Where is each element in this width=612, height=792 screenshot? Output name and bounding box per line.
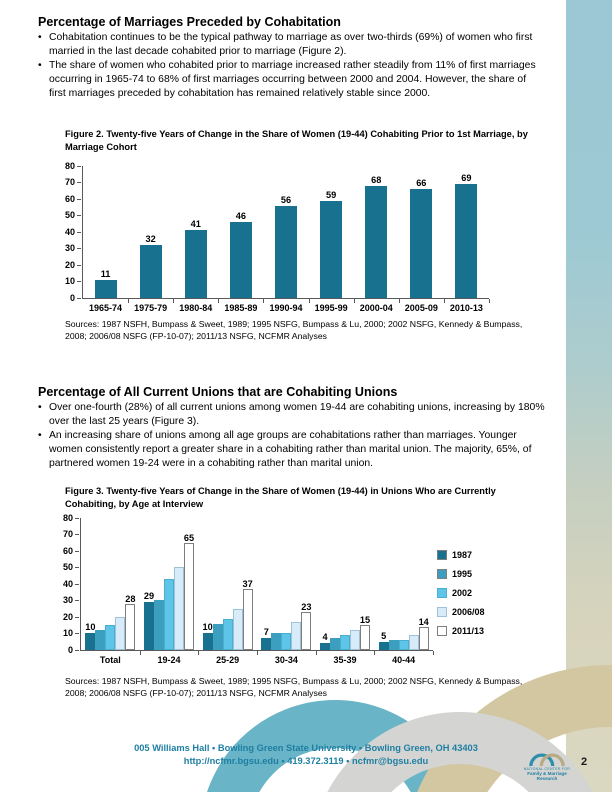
legend-swatch (437, 550, 447, 560)
x-axis-category-label: 1990-94 (269, 303, 303, 313)
section2-bullets (38, 401, 545, 471)
data-label: 11 (100, 269, 111, 279)
legend-label: 2002 (452, 587, 473, 598)
x-axis-category-label: 1980-84 (179, 303, 213, 313)
bar-2006/08 (291, 622, 301, 650)
y-axis-tick-label: 60 (62, 545, 73, 556)
legend-item (437, 621, 485, 640)
bullet-text: An increasing share of unions among all age groups are cohabitations rather than marriages. Younger women consistently report a greater share in a cohabiting rather than marital union. The majority, 65%, of partnered women 19-24 were in a cohabiting rather than marital union. (49, 429, 532, 469)
ncfmr-logo (519, 749, 575, 781)
bar-2011/13 (418, 617, 429, 650)
bar (230, 211, 252, 298)
footer-web-line: http://ncfmr.bgsu.edu • 419.372.3119 • ncfmr@bgsu.edu (183, 756, 429, 766)
category-group (257, 518, 316, 665)
data-label: 69 (461, 173, 472, 183)
category-group (173, 166, 218, 313)
y-axis-tick-label: 40 (62, 578, 73, 589)
bar (410, 178, 432, 298)
plot-area (80, 518, 433, 665)
category-group (316, 518, 375, 665)
bullet-marker: • (38, 429, 42, 441)
bar-1987 (143, 591, 155, 650)
y-axis-tick-label: 40 (64, 226, 75, 237)
y-axis-tick-label: 10 (64, 276, 75, 286)
y-axis-tick-label: 70 (62, 529, 73, 539)
plot-area (82, 166, 489, 313)
y-axis-tick-label: 30 (62, 595, 73, 605)
bullet-item (38, 31, 545, 59)
bullet-text: Over one-fourth (28%) of all current unions among women 19-44 are cohabiting unions, increasing by 180% over the last 25 years (Figure 3). (49, 402, 545, 427)
x-axis-category-label: 1965-74 (89, 303, 123, 313)
bar-1987 (261, 627, 271, 650)
x-axis-category-label: 1985-89 (224, 303, 258, 313)
bullet-item (38, 59, 545, 101)
data-label: 10 (202, 622, 213, 632)
figure2-chart (45, 160, 550, 335)
bullet-marker: • (38, 59, 42, 71)
bar-1995 (154, 600, 164, 650)
figure2-caption: Figure 2. Twenty-five Years of Change in the Share of Women (19-44) Cohabiting Prior to 1st Marriage, by Marriage Cohort (65, 129, 528, 152)
legend-item (437, 564, 485, 583)
page-number: 2 (581, 756, 588, 768)
bar-1987 (320, 632, 330, 650)
bar (320, 190, 342, 298)
section1-bullets (38, 31, 545, 101)
bar (185, 219, 207, 298)
bullet-marker: • (38, 32, 42, 43)
bar-1987 (85, 622, 96, 650)
bar (365, 175, 387, 298)
data-label: 37 (242, 579, 253, 589)
bar-2011/13 (359, 615, 371, 650)
legend-item (437, 583, 485, 602)
x-axis-category-label: Total (99, 655, 121, 665)
bullet-item (38, 429, 545, 471)
bar-2002 (105, 625, 115, 650)
bar-2006/08 (174, 567, 184, 650)
bar-2011/13 (301, 602, 312, 650)
legend-swatch (437, 588, 447, 598)
side-strip-decoration (566, 0, 612, 792)
bar-2006/08 (233, 609, 243, 650)
data-label: 56 (280, 195, 292, 205)
bullet-text: Cohabitation continues to be the typical pathway to marriage as over two-thirds (69%) of women who first married in the last decade cohabited prior to marriage (Figure 2). (49, 32, 533, 57)
arch-logo-icon (519, 749, 575, 767)
data-label: 29 (143, 591, 155, 601)
y-axis-tick-label: 70 (64, 177, 75, 187)
legend-swatch (437, 607, 447, 617)
category-group (218, 166, 263, 313)
bar (455, 173, 477, 298)
x-axis-category-label: 35-39 (333, 655, 357, 665)
chart-legend (437, 545, 485, 640)
bar-2006/08 (409, 635, 419, 650)
legend-label: 2011/13 (452, 625, 485, 636)
bar (140, 234, 162, 298)
x-axis-category-label: 2005-09 (404, 303, 438, 313)
x-axis-category-label: 19-24 (157, 655, 181, 665)
bar-2011/13 (125, 594, 136, 650)
legend-swatch (437, 626, 447, 636)
x-axis-category-label: 2000-04 (359, 303, 393, 313)
legend-label: 1995 (452, 568, 473, 579)
bar-2002 (340, 635, 350, 650)
legend-swatch (437, 569, 447, 579)
bar-1987 (379, 631, 389, 650)
data-label: 65 (183, 533, 195, 543)
bar (95, 269, 117, 298)
legend-label: 1987 (452, 549, 473, 560)
data-label: 7 (263, 627, 269, 637)
bar-1995 (95, 630, 105, 650)
bar-2002 (399, 640, 409, 650)
x-axis-category-label: 1975-79 (134, 303, 168, 313)
data-label: 4 (322, 632, 328, 642)
data-label: 41 (190, 219, 201, 229)
bar-1995 (213, 624, 223, 650)
category-group (83, 166, 128, 313)
footer-address-line: 005 Williams Hall • Bowling Green State University • Bowling Green, OH 43403 (134, 743, 478, 753)
bar-1995 (389, 640, 399, 650)
legend-item (437, 602, 485, 621)
x-axis-category-label: 25-29 (216, 655, 240, 665)
legend-item (437, 545, 485, 564)
section2-title: Percentage of All Current Unions that are Cohabiting Unions (38, 385, 398, 399)
section1-title: Percentage of Marriages Preceded by Cohabitation (38, 15, 341, 29)
y-axis-tick-label: 20 (62, 611, 73, 622)
bar-2011/13 (242, 579, 253, 650)
bar-2002 (223, 619, 233, 650)
y-axis-tick-label: 20 (64, 259, 75, 270)
figure3-sources: Sources: 1987 NSFH, Bumpass & Sweet, 1989; 1995 NSFG, Bumpass & Lu, 2000; 2002 NSFG, Kennedy & Bumpass, 2008; 2006/08 NSFG (FP-10-07); 2011/13 NSFG, NCFMR Analyses (65, 676, 523, 698)
category-group (263, 166, 308, 313)
data-label: 14 (418, 617, 429, 627)
x-axis-category-label: 2010-13 (449, 303, 483, 313)
bullet-marker: • (38, 402, 42, 413)
data-label: 59 (325, 190, 337, 200)
bullet-text: The share of women who cohabited prior to marriage increased rather steadily from 11% of first marriages occurring in 1965-74 to 68% of first marriages occurring between 2000 and 2004. However, the share of first marriages preceded by cohabitation has remained relatively stable since 2000. (49, 59, 536, 99)
data-label: 23 (301, 602, 312, 612)
y-axis-tick-label: 30 (64, 243, 75, 253)
figure3-caption: Figure 3. Twenty-five Years of Change in the Share of Women (19-44) in Unions Who are Currently Cohabiting, by Age at Interview (65, 486, 496, 509)
data-label: 10 (85, 622, 96, 632)
y-axis (45, 160, 82, 303)
data-label: 32 (145, 234, 156, 244)
data-label: 66 (416, 178, 427, 188)
data-label: 46 (235, 211, 246, 221)
bar-2006/08 (115, 617, 125, 650)
bar (275, 195, 297, 298)
data-label: 68 (371, 175, 382, 185)
category-group (128, 166, 173, 313)
data-label: 5 (381, 631, 387, 641)
category-group (81, 518, 140, 665)
bar-1987 (202, 622, 213, 650)
bar-2002 (281, 633, 291, 650)
logo-text-bottom: Family & Marriage Research (527, 771, 567, 781)
figure3-chart (45, 512, 565, 687)
category-group (444, 166, 489, 313)
y-axis-tick-label: 80 (62, 512, 73, 523)
legend-label: 2006/08 (452, 606, 485, 617)
y-axis-tick-label: 80 (64, 160, 75, 171)
category-group (399, 166, 444, 313)
category-group (309, 166, 354, 313)
data-label: 28 (125, 594, 136, 604)
logo-text-top: NATIONAL CENTER FOR (523, 767, 571, 771)
bar-2006/08 (350, 630, 360, 650)
bar-1995 (330, 638, 340, 650)
y-axis-tick-label: 50 (62, 562, 73, 572)
category-group (374, 518, 433, 665)
category-group (354, 166, 399, 313)
y-axis-tick-label: 50 (64, 210, 75, 220)
bullet-item (38, 401, 545, 429)
figure2-sources: Sources: 1987 NSFH, Bumpass & Sweet, 1989; 1995 NSFG, Bumpass & Lu, 2000; 2002 NSFG, Kennedy & Bumpass, 2008; 2006/08 NSFG (FP-10-07); 2011/13 NSFG, NCFMR Analyses (65, 319, 523, 341)
x-axis-category-label: 40-44 (392, 655, 416, 665)
bar-2011/13 (183, 533, 195, 650)
category-group (198, 518, 257, 665)
y-axis-tick-label: 60 (64, 193, 75, 204)
x-axis-category-label: 30-34 (274, 655, 298, 665)
y-axis-tick-label: 0 (69, 292, 75, 303)
category-group (140, 518, 199, 665)
bar-1995 (271, 633, 281, 650)
bar-2002 (164, 579, 174, 650)
x-axis-category-label: 1995-99 (314, 303, 348, 313)
y-axis-tick-label: 0 (67, 644, 73, 655)
y-axis-tick-label: 10 (62, 628, 73, 638)
y-axis (45, 512, 80, 655)
data-label: 15 (359, 615, 371, 625)
